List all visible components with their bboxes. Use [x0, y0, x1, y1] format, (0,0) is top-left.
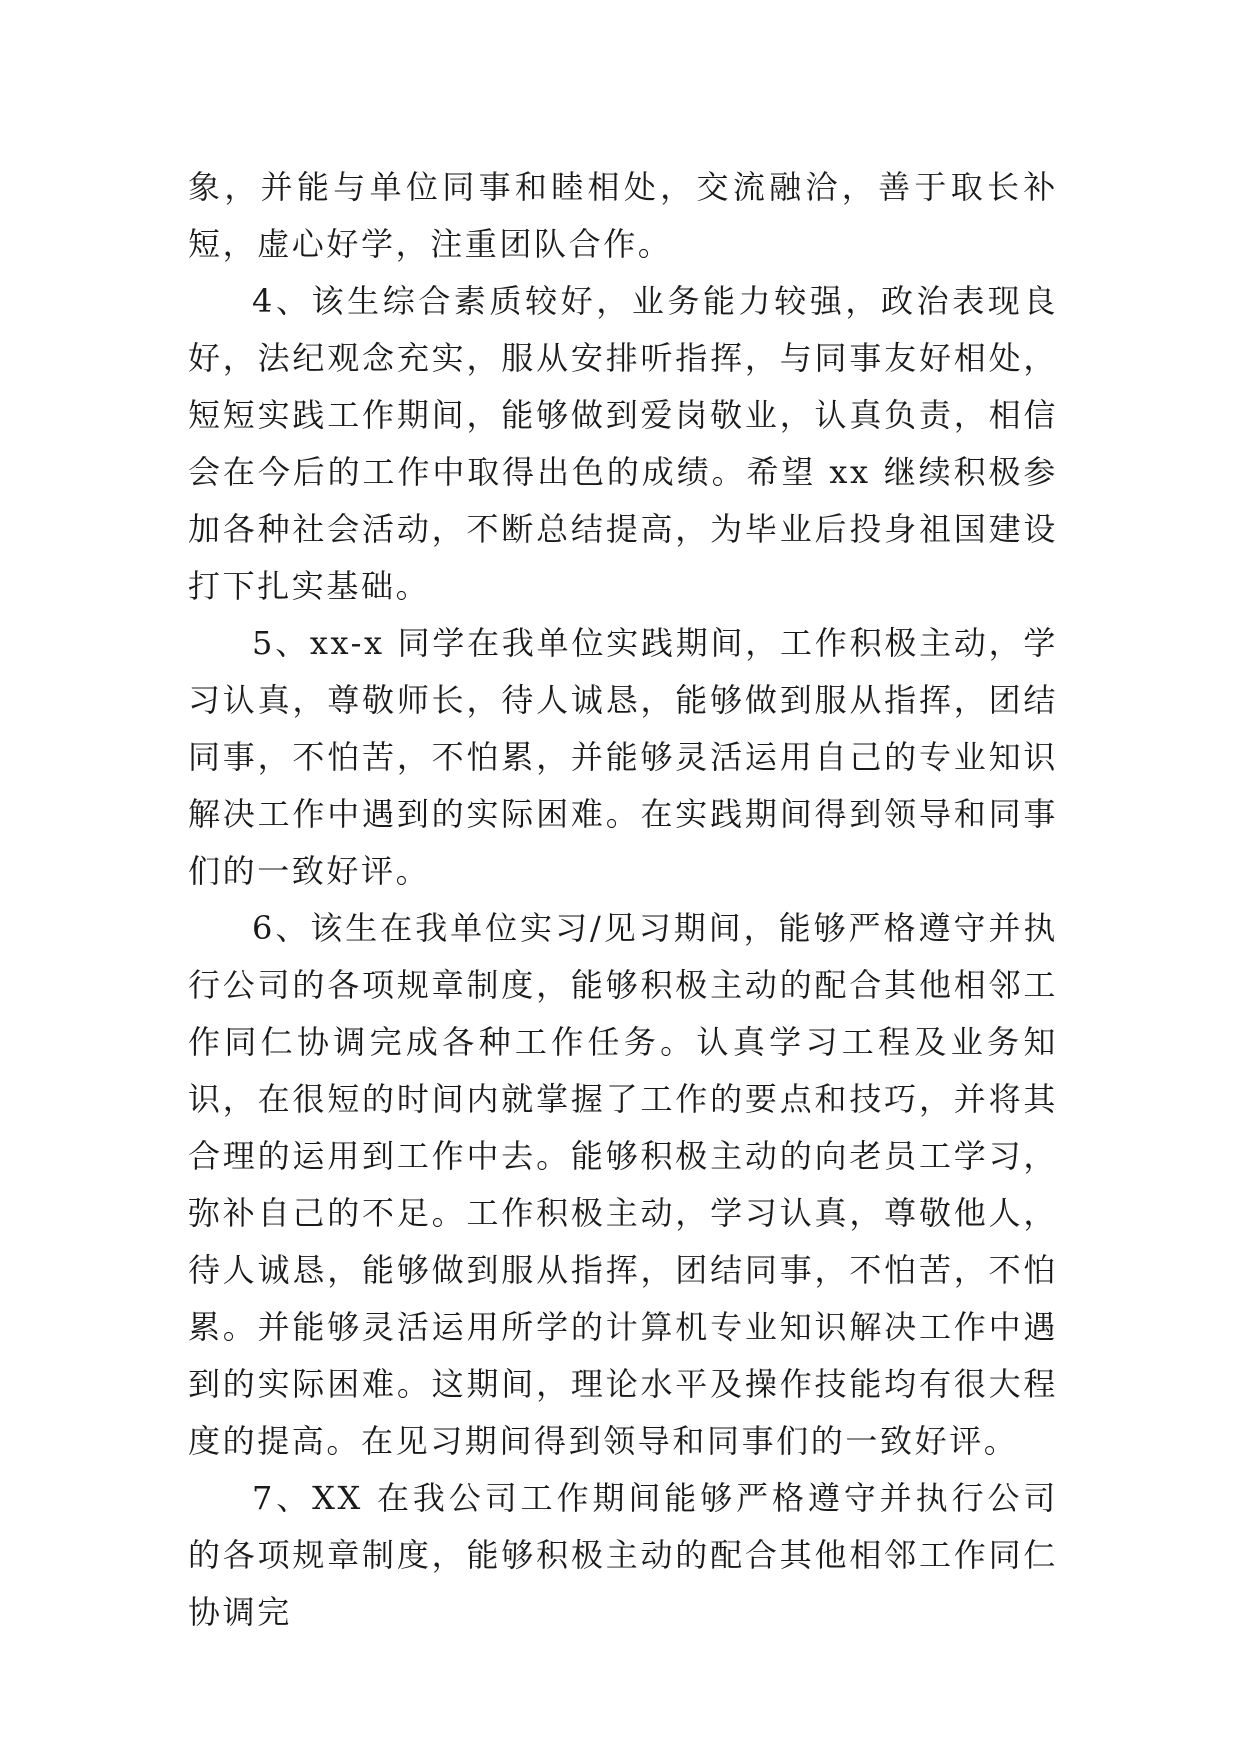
paragraph-item-6: 6、该生在我单位实习/见习期间，能够严格遵守并执行公司的各项规章制度，能够积极主动的配合其他相邻工作同仁协调完成各种工作任务。认真学习工程及业务知识，在很短的时间内就掌握了工作的要点和技巧，并将其合理的运用到工作中去。能够积极主动的向老员工学习，弥补自己的不足。工作积极主动，学习认真，尊敬他人，待人诚恳，能够做到服从指挥，团结同事，不怕苦，不怕累。并能够灵活运用所学的计算机专业知识解决工作中遇到的实际困难。这期间，理论水平及操作技能均有很大程度的提高。在见习期间得到领导和同事们的一致好评。	[188, 909, 1058, 1460]
paragraph-item-7: 7、XX 在我公司工作期间能够严格遵守并执行公司的各项规章制度，能够积极主动的配合其他相邻工作同仁协调完	[188, 1479, 1058, 1631]
paragraph-item-5: 5、xx-x 同学在我单位实践期间，工作积极主动，学习认真，尊敬师长，待人诚恳，能够做到服从指挥，团结同事，不怕苦，不怕累，并能够灵活运用自己的专业知识解决工作中遇到的实际困难。在实践期间得到领导和同事们的一致好评。	[188, 624, 1058, 890]
document-body	[188, 159, 1058, 1641]
paragraph-item-4: 4、该生综合素质较好，业务能力较强，政治表现良好，法纪观念充实，服从安排听指挥，与同事友好相处，短短实践工作期间，能够做到爱岗敬业，认真负责，相信会在今后的工作中取得出色的成绩。希望 xx 继续积极参加各种社会活动，不断总结提高，为毕业后投身祖国建设打下扎实基础。	[188, 282, 1058, 605]
paragraph-continuation: 象，并能与单位同事和睦相处，交流融洽，善于取长补短，虚心好学，注重团队合作。	[188, 168, 1058, 263]
